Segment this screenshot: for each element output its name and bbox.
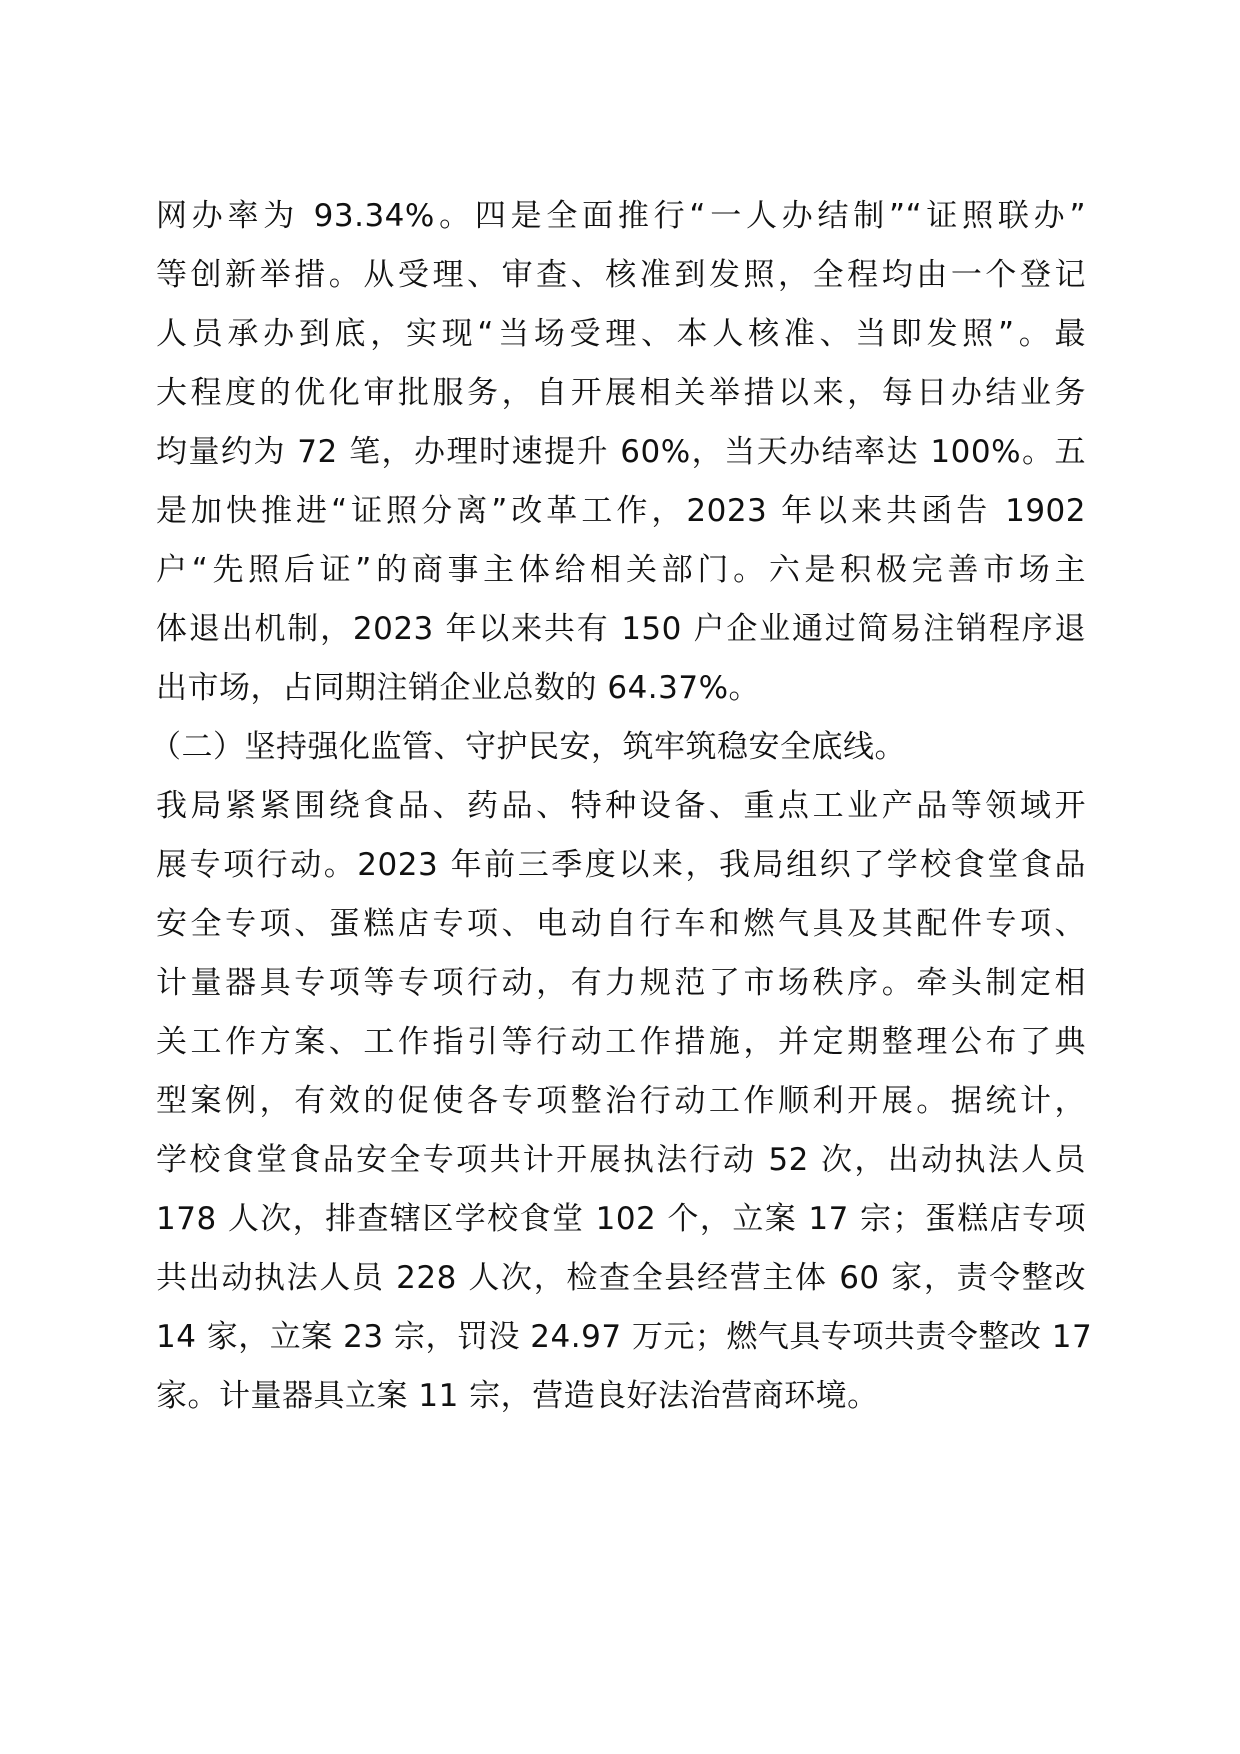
paragraph-1-line-8: 体退出机制，2023 年以来共有 150 户企业通过简易注销程序退 (156, 611, 1086, 647)
paragraph-2-line-9: 共出动执法人员 228 人次，检查全县经营主体 60 家，责令整改 (156, 1260, 1086, 1296)
section-heading: （二）坚持强化监管、守护民安，筑牢筑稳安全底线。 (150, 729, 906, 765)
paragraph-1-line-4: 大程度的优化审批服务，自开展相关举措以来，每日办结业务 (156, 375, 1086, 411)
paragraph-2-line-5: 关工作方案、工作指引等行动工作措施，并定期整理公布了典 (156, 1024, 1086, 1060)
paragraph-1-line-2: 等创新举措。从受理、审查、核准到发照，全程均由一个登记 (156, 257, 1086, 293)
paragraph-2-line-11: 家。计量器具立案 11 宗，营造良好法治营商环境。 (156, 1378, 879, 1414)
paragraph-2-line-4: 计量器具专项等专项行动，有力规范了市场秩序。牵头制定相 (156, 965, 1086, 1001)
paragraph-2-line-8: 178 人次，排查辖区学校食堂 102 个，立案 17 宗；蛋糕店专项 (156, 1201, 1086, 1237)
document-body (150, 187, 1093, 1426)
paragraph-1-line-9: 出市场，占同期注销企业总数的 64.37%。 (156, 670, 761, 706)
paragraph-1-line-7: 户“先照后证”的商事主体给相关部门。六是积极完善市场主 (156, 552, 1086, 588)
paragraph-2-line-10: 14 家，立案 23 宗，罚没 24.97 万元；燃气具专项共责令整改 17 (156, 1319, 1093, 1355)
paragraph-1-line-5: 均量约为 72 笔，办理时速提升 60%，当天办结率达 100%。五 (156, 434, 1086, 470)
paragraph-2-line-6: 型案例，有效的促使各专项整治行动工作顺利开展。据统计， (156, 1083, 1086, 1119)
paragraph-1-line-1: 网办率为 93.34%。四是全面推行“一人办结制”“证照联办” (156, 198, 1086, 234)
paragraph-1-line-3: 人员承办到底，实现“当场受理、本人核准、当即发照”。最 (156, 316, 1086, 352)
paragraph-2-line-1: 我局紧紧围绕食品、药品、特种设备、重点工业产品等领域开 (156, 788, 1086, 824)
paragraph-2-line-2: 展专项行动。2023 年前三季度以来，我局组织了学校食堂食品 (156, 847, 1086, 883)
paragraph-1-line-6: 是加快推进“证照分离”改革工作，2023 年以来共函告 1902 (156, 493, 1086, 529)
paragraph-2-line-3: 安全专项、蛋糕店专项、电动自行车和燃气具及其配件专项、 (156, 906, 1086, 942)
paragraph-2-line-7: 学校食堂食品安全专项共计开展执法行动 52 次，出动执法人员 (156, 1142, 1086, 1178)
